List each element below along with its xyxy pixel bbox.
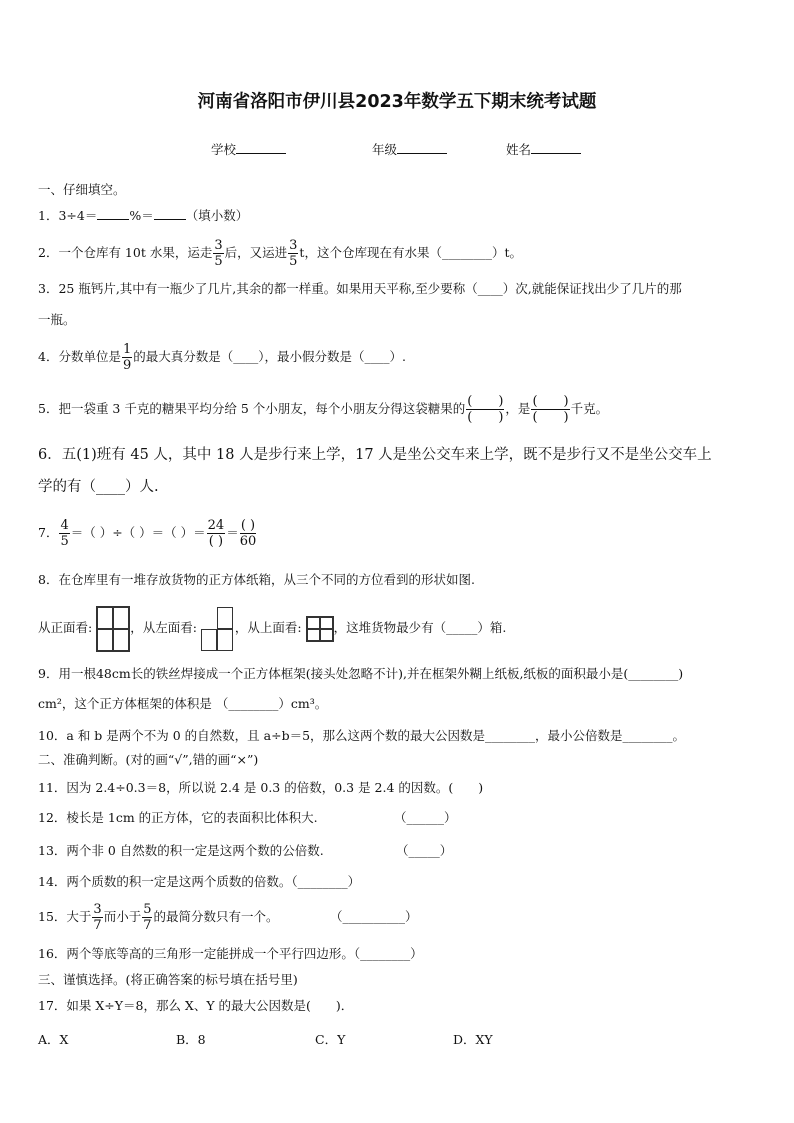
fraction: $\frac{24}{( )}$ xyxy=(207,518,225,549)
answer-blank[interactable]: （__________） xyxy=(330,909,418,924)
answer-blank[interactable]: （______） xyxy=(394,810,457,825)
question-17: 17．如果 X÷Y＝8，那么 X、Y 的最大公因数是( )． xyxy=(38,998,354,1013)
front-view-figure xyxy=(96,606,130,652)
option-a[interactable]: A．X xyxy=(38,1032,69,1047)
grade-label: 年级 xyxy=(372,142,398,157)
answer-blank[interactable] xyxy=(154,206,186,220)
top-view-figure xyxy=(306,616,334,642)
page-title: 河南省洛阳市伊川县2023年数学五下期末统考试题 xyxy=(197,92,597,112)
school-label: 学校 xyxy=(211,142,237,157)
answer-blank[interactable]: （_____） xyxy=(396,843,453,858)
question-1: 1．3÷4＝ %＝ （填小数） xyxy=(38,208,249,223)
fraction-blank[interactable]: $\frac{( )}{( )}$ xyxy=(467,394,504,425)
school-field[interactable] xyxy=(211,140,286,158)
question-14: 14．两个质数的积一定是这两个质数的倍数。（________） xyxy=(38,874,361,889)
name-blank[interactable] xyxy=(531,140,581,154)
question-11: 11．因为 2.4÷0.3＝8，所以说 2.4 是 0.3 的倍数，0.3 是 2.4 的因数。( ) xyxy=(38,780,484,795)
question-8-views: 从正面看: ，从左面看: ，从上面看: ，这堆货物最少有（_____）箱. xyxy=(38,604,764,654)
question-9-line-2: cm²，这个正方体框架的体积是 （________）cm³。 xyxy=(38,696,328,711)
question-5: 5．把一袋重 3 千克的糖果平均分给 5 个小朋友，每个小朋友分得这袋糖果的 $\frac{( )}{( )}$ ，是 $\frac{( )}{( )}$ 千克。 xyxy=(38,394,609,425)
fraction-blank[interactable]: $\frac{( )}{( )}$ xyxy=(532,394,569,425)
answer-blank[interactable] xyxy=(97,206,129,220)
school-blank[interactable] xyxy=(236,140,286,154)
question-9-line-1: 9．用一根48cm长的铁丝焊接成一个正方体框架(接头处忽略不计),并在框架外糊上纸板,纸板的面积最小是(________) xyxy=(38,666,684,681)
option-d[interactable]: D．XY xyxy=(453,1032,493,1047)
fraction: $\frac{4}{5}$ xyxy=(60,518,69,549)
question-6-line-1: 6．五(1)班有 45 人，其中 18 人是步行来上学，17 人是坐公交车来上学，既不是步行又不是坐公交车上 xyxy=(38,447,712,463)
question-4: 4．分数单位是 $\frac{1}{9}$ 的最大真分数是（____），最小假分数是（____）. xyxy=(38,342,406,373)
question-8: 8．在仓库里有一堆存放货物的正方体纸箱，从三个不同的方位看到的形状如图. xyxy=(38,572,475,587)
question-3-line-2: 一瓶。 xyxy=(38,312,76,327)
fraction: $\frac{5}{7}$ xyxy=(143,902,152,933)
section-heading-2: 二、准确判断。(对的画“√”,错的画“×”) xyxy=(38,752,259,767)
name-label: 姓名 xyxy=(506,142,532,157)
fraction: $\frac{3}{5}$ xyxy=(214,238,223,269)
fraction: $\frac{( )}{60}$ xyxy=(239,518,257,549)
fraction: $\frac{3}{5}$ xyxy=(289,238,298,269)
question-3-line-1: 3．25 瓶钙片,其中有一瓶少了几片,其余的都一样重。如果用天平称,至少要称（____）次,就能保证找出少了几片的那 xyxy=(38,281,682,296)
grade-blank[interactable] xyxy=(397,140,447,154)
section-heading-1: 一、仔细填空。 xyxy=(38,182,126,197)
question-2: 2．一个仓库有 10t 水果，运走 $\frac{3}{5}$ 后，又运进 $\frac{3}{5}$ t，这个仓库现在有水果（________）t。 xyxy=(38,238,522,269)
section-heading-3: 三、谨慎选择。(将正确答案的标号填在括号里) xyxy=(38,972,298,987)
grade-field[interactable] xyxy=(372,140,447,158)
question-13: 13．两个非 0 自然数的积一定是这两个数的公倍数. （_____） xyxy=(38,841,764,861)
fraction: $\frac{3}{7}$ xyxy=(93,902,102,933)
question-16: 16．两个等底等高的三角形一定能拼成一个平行四边形。（________） xyxy=(38,946,423,961)
question-7: 7． $\frac{4}{5}$ ＝（ ）÷（ ）＝（ ）＝ $\frac{24}{( )}$ ＝ $\frac{( )}{60}$ xyxy=(38,518,257,549)
option-c[interactable]: C．Y xyxy=(315,1032,346,1047)
question-15: 15．大于 $\frac{3}{7}$ 而小于 $\frac{5}{7}$ 的最简分数只有一个。 （__________） xyxy=(38,898,764,936)
fraction: $\frac{1}{9}$ xyxy=(122,342,132,373)
left-view-figure xyxy=(201,607,235,651)
question-12: 12．棱长是 1cm 的正方体，它的表面积比体积大. （______） xyxy=(38,808,764,828)
name-field[interactable] xyxy=(506,140,581,158)
question-6-line-2: 学的有（____）人. xyxy=(38,479,159,495)
question-10: 10．a 和 b 是两个不为 0 的自然数，且 a÷b＝5，那么这两个数的最大公因数是________，最小公倍数是________。 xyxy=(38,728,686,743)
option-b[interactable]: B．8 xyxy=(176,1032,206,1047)
